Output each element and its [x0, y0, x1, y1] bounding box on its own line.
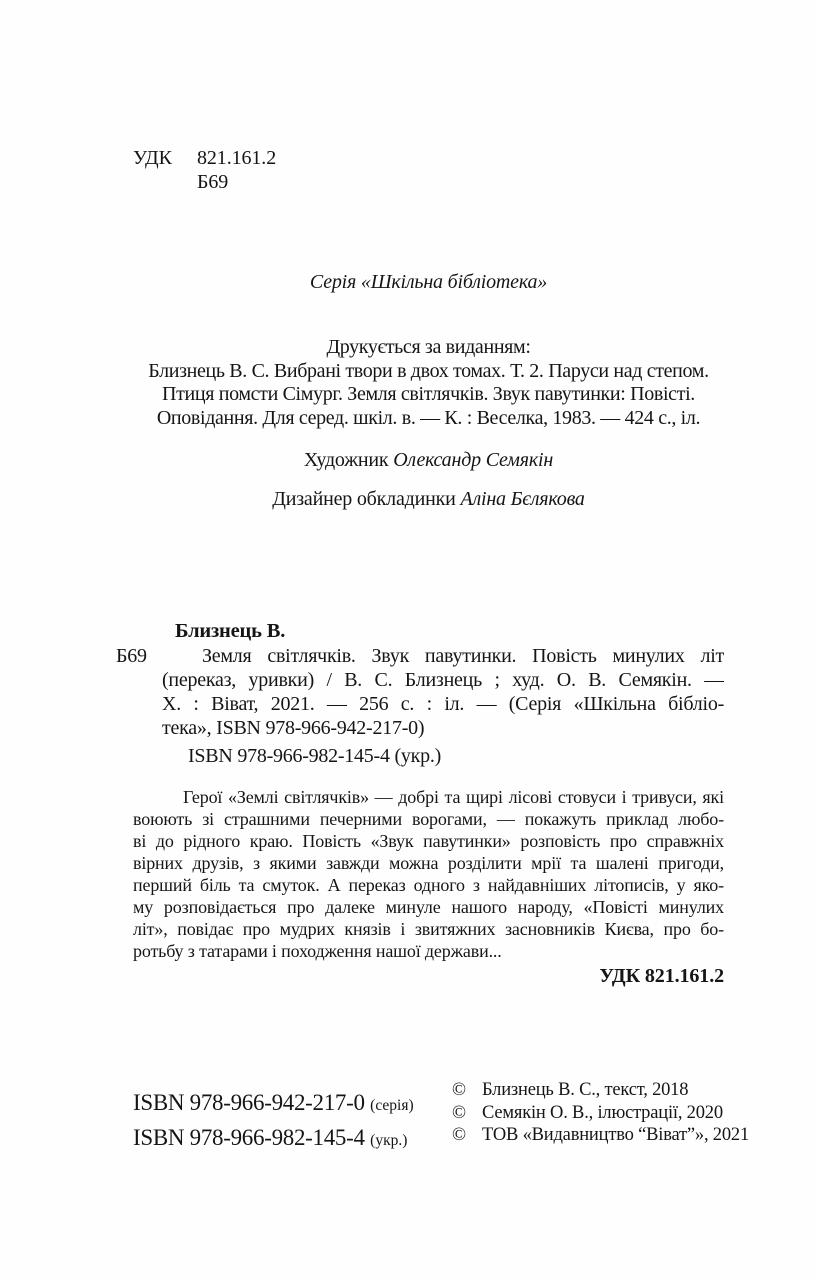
copyright-icon: ©	[452, 1080, 466, 1100]
edition-note-line: Птиця помсти Сімург. Земля світлячків. Звук павутинки: Повісті.	[162, 383, 695, 405]
annotation-line: ві до рідного краю. Повість «Звук павутинки» розповість про справжніх	[133, 831, 724, 851]
udc-spacer	[133, 170, 197, 194]
edition-note	[133, 336, 724, 430]
artist-label: Художник	[303, 449, 389, 471]
edition-note-title: Друкується за виданням:	[326, 336, 531, 358]
annotation-line: воюють зі страшними печерними ворогами, — покажуть приклад любо-	[133, 809, 724, 829]
isbn-block	[133, 1087, 414, 1157]
series-line: Серія «Шкільна бібліотека»	[309, 271, 548, 293]
card-author: Близнець В.	[175, 620, 286, 642]
udc-top-block	[133, 146, 276, 194]
edition-note-line: Близнець В. С. Вибрані твори в двох томах. Т. 2. Паруси над степом.	[148, 359, 709, 382]
isbn-number: ISBN 978-966-942-217-0	[133, 1090, 365, 1115]
isbn-line	[133, 1087, 414, 1122]
artist-name: Олександр Семякін	[393, 449, 554, 471]
udc-value: 821.161.2	[197, 147, 277, 169]
udc-label: УДК	[133, 147, 172, 169]
isbn-number: ISBN 978-966-982-145-4	[133, 1125, 365, 1150]
designer-label: Дизайнер обкладинки	[272, 488, 456, 510]
isbn-note: (укр.)	[370, 1132, 408, 1149]
designer-name: Аліна Бєлякова	[460, 488, 585, 510]
copyright-block	[452, 1079, 749, 1147]
copyright-icon: ©	[452, 1102, 466, 1123]
copyright-text: ТОВ «Видавництво “Віват”», 2021	[482, 1125, 750, 1145]
card-line: Земля світлячків. Звук павутинки. Повість минулих літ	[202, 645, 724, 667]
annotation-line: Герої «Землі світлячків» — добрі та щирі лісові стовуси і тривуси, які	[183, 787, 724, 807]
isbn-line	[133, 1122, 414, 1157]
copyright-text: Семякін О. В., ілюстрації, 2020	[482, 1102, 723, 1123]
catalog-card	[116, 644, 724, 740]
card-code: Б69	[116, 645, 147, 667]
card-line: тека», ISBN 978-966-942-217-0)	[162, 717, 425, 739]
card-line: Х. : Віват, 2021. — 256 с. : іл. — (Серія «Шкільна бібліо-	[162, 693, 724, 715]
copyright-icon: ©	[452, 1125, 466, 1145]
card-isbn-line: ISBN 978-966-982-145-4 (укр.)	[188, 745, 441, 767]
annotation-paragraph	[133, 786, 724, 962]
annotation-line: вірних друзів, з якими завжди можна розділити мрії та шалені пригоди,	[133, 853, 724, 873]
author-sign-code: Б69	[197, 171, 229, 193]
annotation-line: му розповідається про далеке минуле нашого народу, «Повісті минулих	[133, 897, 724, 917]
copyright-line	[452, 1079, 749, 1102]
annotation-line: літ», повідає про мудрих князів і звитяжних засновників Києва, про бо-	[133, 919, 724, 939]
designer-credit	[133, 488, 724, 511]
copyright-line	[452, 1124, 749, 1147]
isbn-note: (серія)	[370, 1097, 414, 1114]
artist-credit	[133, 449, 724, 472]
annotation-line: ротьбу з татарами і походження нашої держави...	[133, 941, 502, 961]
annotation-line: перший біль та смуток. А переказ одного з найдавніших літописів, у яко-	[133, 875, 724, 895]
copyright-line	[452, 1102, 749, 1125]
card-line: (переказ, уривки) / В. С. Близнець ; худ. О. В. Семякін. —	[162, 669, 724, 691]
edition-note-line: Оповідання. Для серед. шкіл. в. — К. : Веселка, 1983. — 424 с., іл.	[156, 406, 701, 429]
udc-bottom: УДК 821.161.2	[599, 965, 724, 987]
copyright-text: Близнець В. С., текст, 2018	[482, 1080, 689, 1100]
